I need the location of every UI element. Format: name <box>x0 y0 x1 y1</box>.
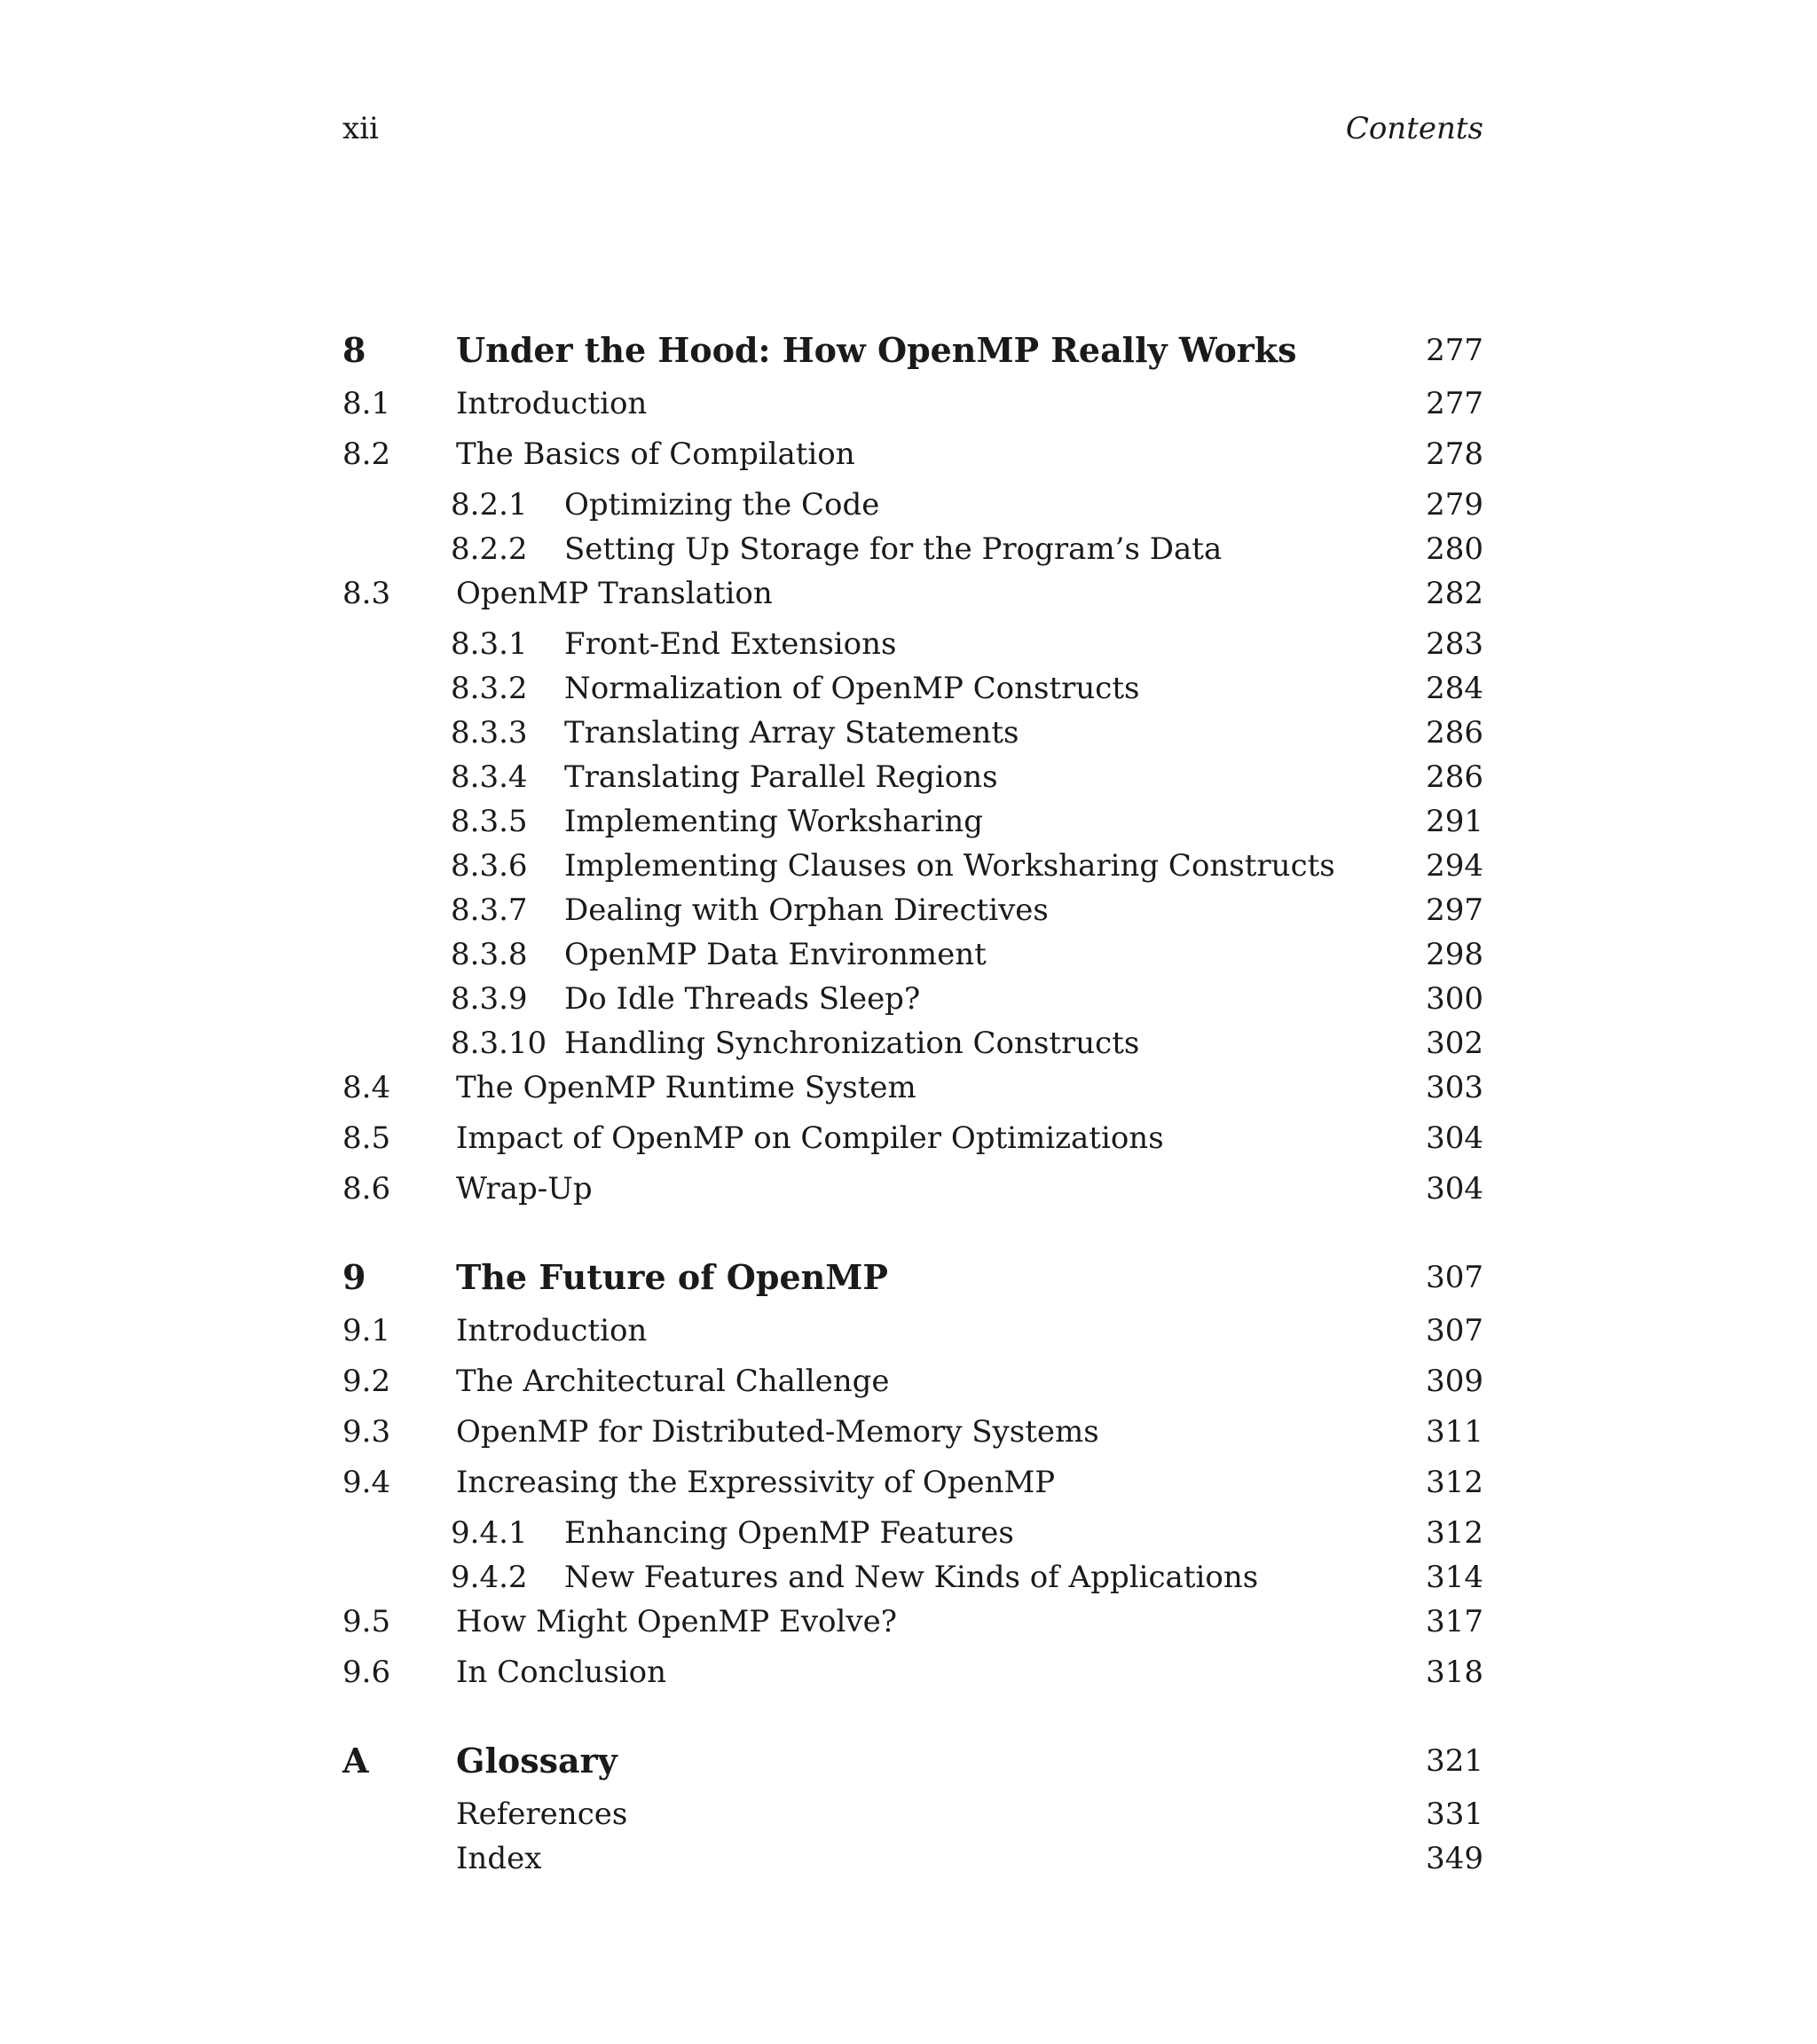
toc-entry-page: 297 <box>1426 892 1483 928</box>
toc-entry-page: 317 <box>1426 1604 1483 1639</box>
toc-entry-number: 9.6 <box>342 1655 391 1690</box>
toc-entry-page: 291 <box>1426 804 1483 839</box>
toc-section-entry <box>342 1650 1483 1694</box>
toc-subsection-entry <box>342 1511 1483 1555</box>
toc-entry-number: 8.2.2 <box>451 531 528 567</box>
toc-entry-page: 286 <box>1426 715 1483 751</box>
toc-subsection-entry <box>342 755 1483 799</box>
toc-section-entry <box>342 432 1483 476</box>
toc-entry-number: 8.3.3 <box>451 715 528 751</box>
toc-entry-page: 277 <box>1426 386 1483 421</box>
toc-entry-title: OpenMP Translation <box>456 576 773 611</box>
toc-entry-page: 307 <box>1426 1260 1483 1295</box>
toc-entry-page: 331 <box>1426 1796 1483 1832</box>
toc-entry-number: A <box>342 1741 369 1781</box>
toc-entry-page: 304 <box>1426 1171 1483 1207</box>
toc-section-entry <box>342 1167 1483 1211</box>
toc-entry-number: 8.1 <box>342 386 391 421</box>
toc-section-entry <box>342 1116 1483 1160</box>
toc-subsection-entry <box>342 888 1483 932</box>
toc-entry-number: 8.3.10 <box>451 1026 547 1061</box>
toc-entry-page: 311 <box>1426 1414 1483 1450</box>
toc-subsection-entry <box>342 977 1483 1021</box>
toc-section-entry <box>342 571 1483 616</box>
toc-entry-page: 318 <box>1426 1655 1483 1690</box>
toc-section-entry <box>342 1410 1483 1454</box>
toc-entry-number: 9 <box>342 1257 366 1297</box>
toc-entry-page: 300 <box>1426 981 1483 1017</box>
toc-entry-number: 8.3 <box>342 576 391 611</box>
toc-entry-page: 284 <box>1426 671 1483 706</box>
toc-entry-page: 314 <box>1426 1560 1483 1595</box>
toc-entry-title: Wrap-Up <box>456 1171 593 1207</box>
toc-entry-number: 8.2.1 <box>451 487 528 523</box>
toc-entry-title: Front-End Extensions <box>564 626 897 662</box>
toc-entry-page: 298 <box>1426 937 1483 972</box>
toc-entry-number: 8.2 <box>342 436 391 472</box>
toc-entry-title: Setting Up Storage for the Program’s Data <box>564 531 1223 567</box>
toc-entry-page: 307 <box>1426 1313 1483 1348</box>
toc-entry-title: Do Idle Threads Sleep? <box>564 981 921 1017</box>
toc-entry-number: 8.3.6 <box>451 848 528 884</box>
toc-entry-number: 8.3.4 <box>451 759 528 795</box>
toc-entry-title: The Architectural Challenge <box>456 1364 890 1399</box>
toc-subsection-entry <box>342 622 1483 666</box>
toc-section-entry <box>342 1792 1483 1836</box>
toc-entry-title: The Basics of Compilation <box>456 436 855 472</box>
running-section-title: Contents <box>1345 111 1483 146</box>
toc-entry-title: In Conclusion <box>456 1655 667 1690</box>
toc-entry-number: 8.3.1 <box>451 626 528 662</box>
toc-chapter-entry <box>342 319 1483 381</box>
toc-entry-title: Optimizing the Code <box>564 487 880 523</box>
toc-entry-number: 8.3.5 <box>451 804 528 839</box>
toc-entry-title: The Future of OpenMP <box>456 1257 888 1297</box>
toc-chapter-entry <box>342 1730 1483 1792</box>
toc-entry-page: 303 <box>1426 1070 1483 1105</box>
toc-subsection-entry <box>342 844 1483 888</box>
toc-entry-number: 8.3.2 <box>451 671 528 706</box>
toc-entry-title: Impact of OpenMP on Compiler Optimizations <box>456 1120 1164 1156</box>
table-of-contents <box>342 319 1483 1881</box>
toc-section-entry <box>342 1600 1483 1644</box>
toc-subsection-entry <box>342 666 1483 711</box>
toc-entry-page: 279 <box>1426 487 1483 523</box>
toc-entry-number: 9.2 <box>342 1364 391 1399</box>
toc-entry-page: 302 <box>1426 1026 1483 1061</box>
toc-subsection-entry <box>342 799 1483 844</box>
toc-entry-title: Introduction <box>456 1313 648 1348</box>
toc-entry-title: Dealing with Orphan Directives <box>564 892 1049 928</box>
toc-entry-page: 277 <box>1426 333 1483 368</box>
toc-entry-page: 349 <box>1426 1841 1483 1876</box>
toc-entry-number: 8.3.7 <box>451 892 528 928</box>
toc-entry-number: 9.4.2 <box>451 1560 528 1595</box>
toc-subsection-entry <box>342 932 1483 977</box>
toc-entry-title: OpenMP Data Environment <box>564 937 987 972</box>
toc-entry-title: How Might OpenMP Evolve? <box>456 1604 897 1639</box>
toc-entry-title: New Features and New Kinds of Applications <box>564 1560 1259 1595</box>
toc-entry-title: Translating Array Statements <box>564 715 1019 751</box>
toc-entry-title: Implementing Clauses on Worksharing Constructs <box>564 848 1335 884</box>
toc-subsection-entry <box>342 1555 1483 1600</box>
toc-entry-number: 8.3.9 <box>451 981 528 1017</box>
toc-entry-number: 9.5 <box>342 1604 391 1639</box>
toc-entry-title: References <box>456 1796 628 1832</box>
toc-entry-number: 8 <box>342 330 366 370</box>
toc-entry-page: 294 <box>1426 848 1483 884</box>
toc-entry-title: Increasing the Expressivity of OpenMP <box>456 1465 1056 1500</box>
toc-entry-title: Introduction <box>456 386 648 421</box>
toc-entry-page: 309 <box>1426 1364 1483 1399</box>
toc-subsection-entry <box>342 483 1483 527</box>
toc-entry-title: Glossary <box>456 1741 617 1781</box>
toc-entry-title: Index <box>456 1841 542 1876</box>
toc-subsection-entry <box>342 1021 1483 1065</box>
toc-subsection-entry <box>342 711 1483 755</box>
toc-entry-title: Normalization of OpenMP Constructs <box>564 671 1140 706</box>
toc-entry-number: 9.3 <box>342 1414 391 1450</box>
toc-entry-page: 282 <box>1426 576 1483 611</box>
toc-entry-page: 321 <box>1426 1743 1483 1779</box>
toc-entry-title: Enhancing OpenMP Features <box>564 1515 1014 1551</box>
toc-entry-page: 304 <box>1426 1120 1483 1156</box>
toc-backmatter-entry <box>342 1836 1483 1881</box>
toc-entry-number: 9.1 <box>342 1313 391 1348</box>
toc-section-entry <box>342 1309 1483 1353</box>
toc-entry-number: 8.3.8 <box>451 937 528 972</box>
page-number-label: xii <box>342 111 379 146</box>
toc-entry-page: 286 <box>1426 759 1483 795</box>
toc-subsection-entry <box>342 527 1483 571</box>
toc-entry-title: The OpenMP Runtime System <box>456 1070 916 1105</box>
toc-entry-number: 8.4 <box>342 1070 391 1105</box>
toc-section-entry <box>342 381 1483 426</box>
toc-section-entry <box>342 1065 1483 1110</box>
toc-entry-title: Translating Parallel Regions <box>564 759 998 795</box>
toc-entry-page: 283 <box>1426 626 1483 662</box>
toc-entry-number: 9.4 <box>342 1465 391 1500</box>
toc-entry-title: Implementing Worksharing <box>564 804 984 839</box>
toc-entry-page: 312 <box>1426 1515 1483 1551</box>
toc-entry-number: 9.4.1 <box>451 1515 528 1551</box>
toc-entry-page: 278 <box>1426 436 1483 472</box>
toc-entry-number: 8.5 <box>342 1120 391 1156</box>
toc-entry-title: Under the Hood: How OpenMP Really Works <box>456 330 1297 370</box>
toc-entry-page: 280 <box>1426 531 1483 567</box>
toc-entry-title: Handling Synchronization Constructs <box>564 1026 1140 1061</box>
toc-section-entry <box>342 1460 1483 1505</box>
toc-chapter-entry <box>342 1246 1483 1309</box>
toc-section-entry <box>342 1359 1483 1403</box>
running-head <box>342 106 1483 151</box>
toc-entry-number: 8.6 <box>342 1171 391 1207</box>
toc-entry-page: 312 <box>1426 1465 1483 1500</box>
toc-entry-title: OpenMP for Distributed-Memory Systems <box>456 1414 1099 1450</box>
